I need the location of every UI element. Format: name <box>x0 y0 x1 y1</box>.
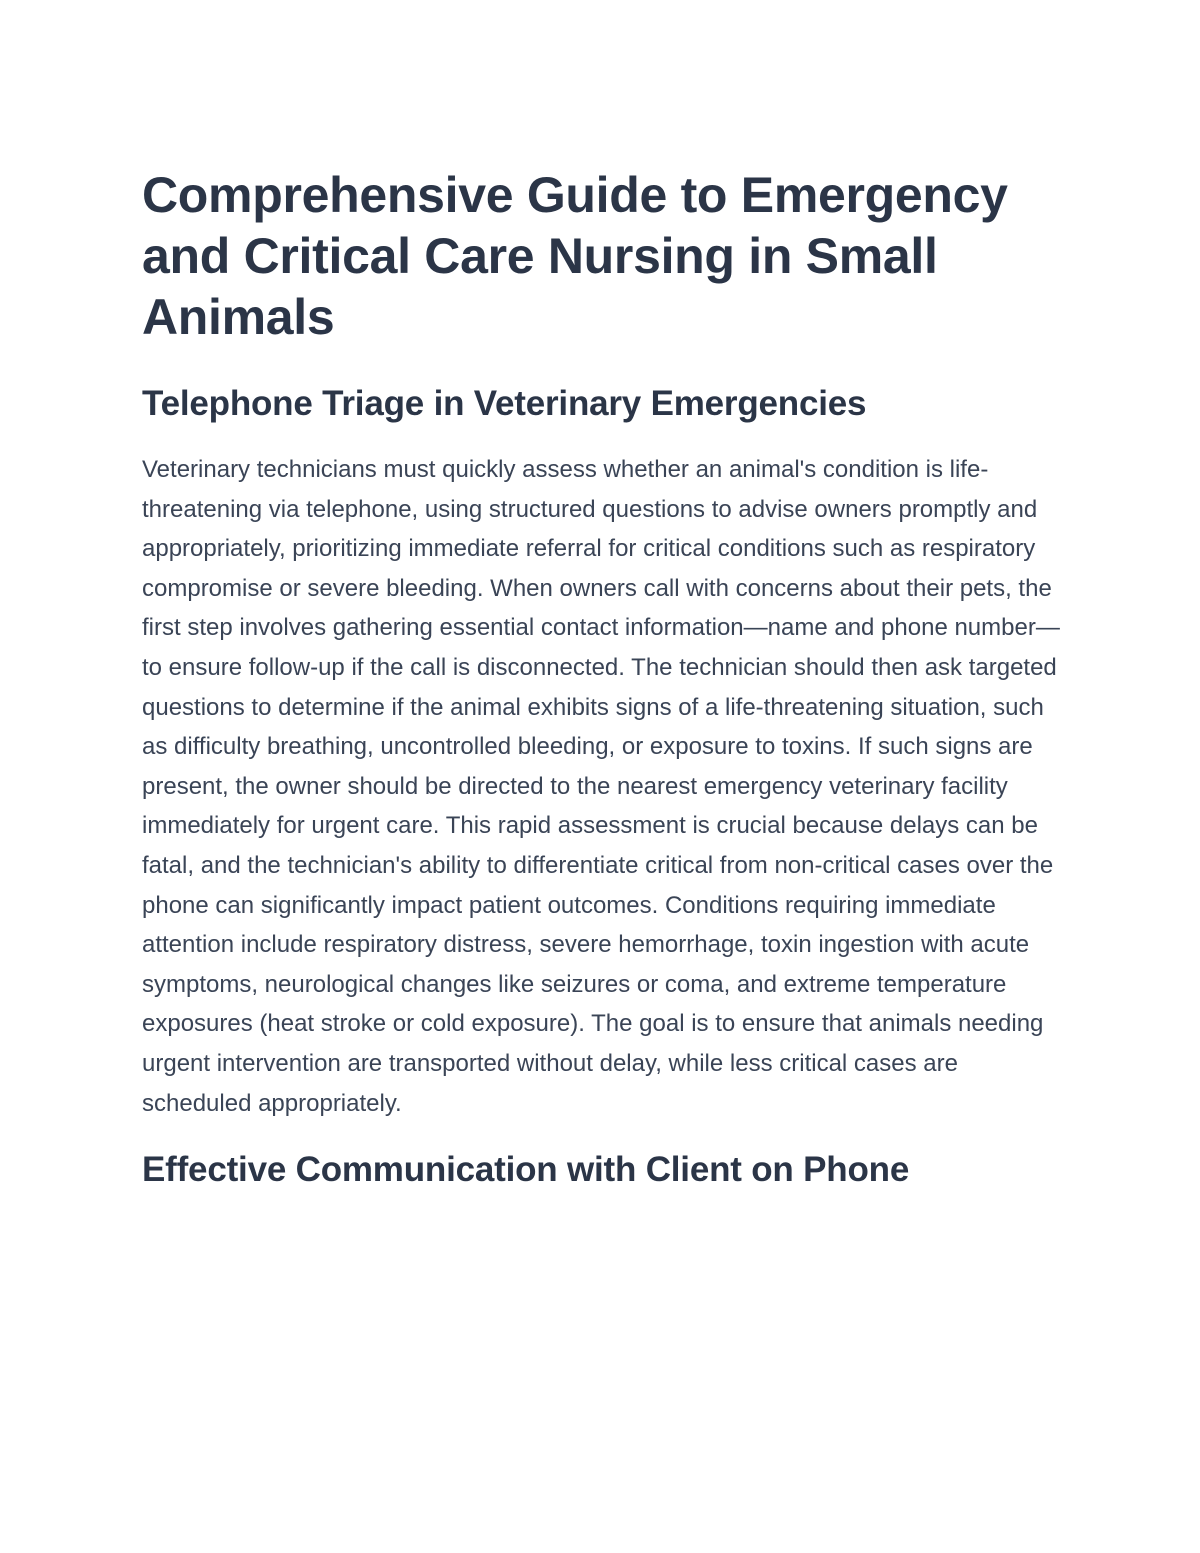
section-heading-effective-communication: Effective Communication with Client on Phone <box>142 1150 910 1190</box>
document-title: Comprehensive Guide to Emergency and Critical Care Nursing in Small Animals <box>142 167 1008 345</box>
section-paragraph-telephone-triage: Veterinary technicians must quickly assess whether an animal's condition is life-threatening via telephone, using structured questions to advise owners promptly and appropriately, prioritizing immediate referral for critical conditions such as respiratory compromise or severe bleeding. When owners call with concerns about their pets, the first step involves gathering essential contact information—name and phone number—to ensure follow-up if the call is disconnected. The technician should then ask targeted questions to determine if the animal exhibits signs of a life-threatening situation, such as difficulty breathing, uncontrolled bleeding, or exposure to toxins. If such signs are present, the owner should be directed to the nearest emergency veterinary facility immediately for urgent care. This rapid assessment is crucial because delays can be fatal, and the technician's ability to differentiate critical from non-critical cases over the phone can significantly impact patient outcomes. Conditions requiring immediate attention include respiratory distress, severe hemorrhage, toxin ingestion with acute symptoms, neurological changes like seizures or coma, and extreme temperature exposures (heat stroke or cold exposure). The goal is to ensure that animals needing urgent intervention are transported without delay, while less critical cases are scheduled appropriately. <box>142 456 1060 1117</box>
section-heading-telephone-triage: Telephone Triage in Veterinary Emergencies <box>142 384 867 423</box>
document-page <box>142 165 1067 1192</box>
